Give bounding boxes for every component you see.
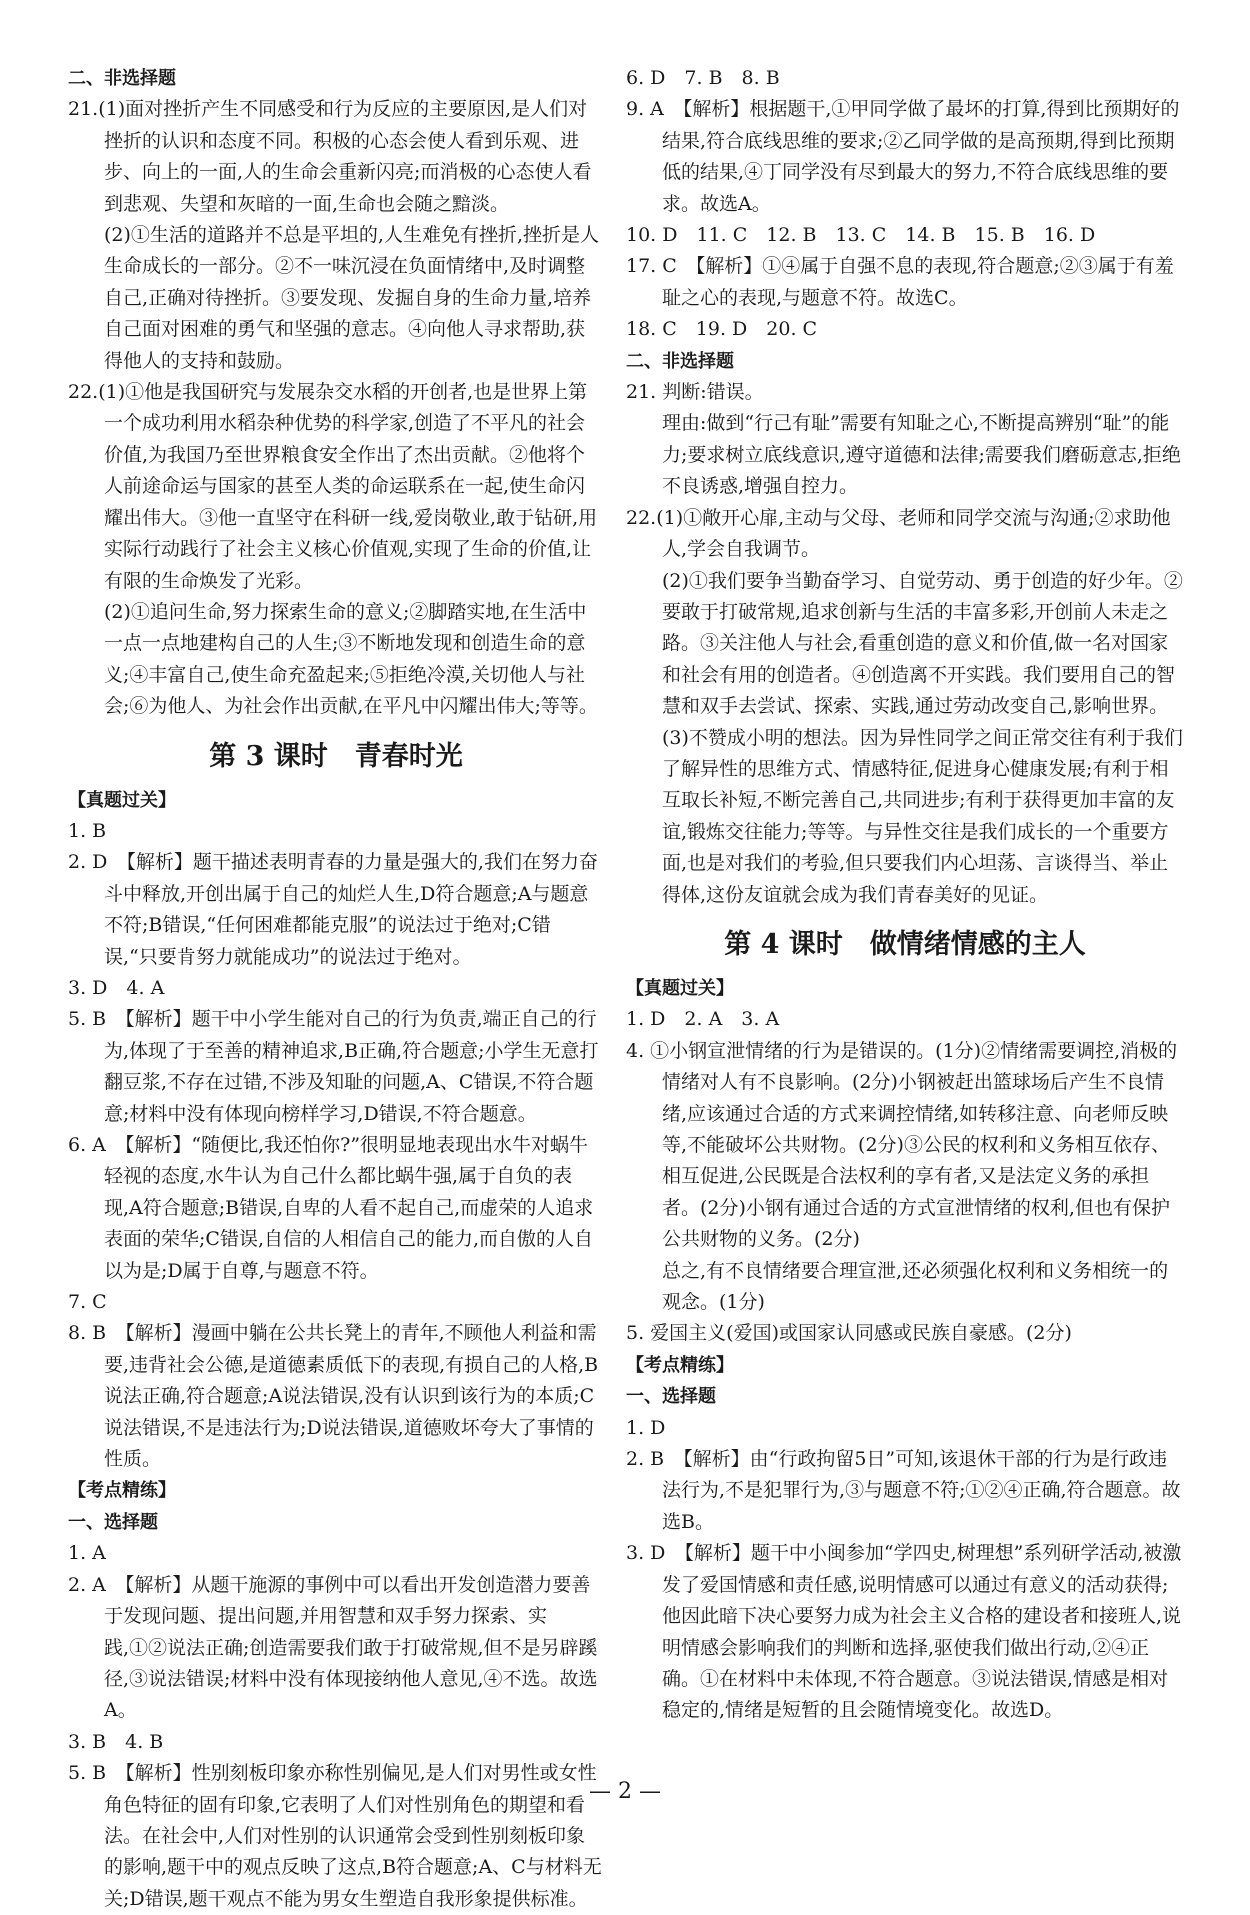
answer-item: 2. A 【解析】从题干施源的事例中可以看出开发创造潜力要善于发现问题、提出问题,并用智慧和双手努力探索、实践,①②说法正确;创造需要我们敢于打破常规,但不是另辟蹊径,③说法错误;材料中没有体现接纳他人意见,④不选。故选A。 — [68, 1573, 598, 1722]
section-heading: 一、选择题 — [68, 1511, 158, 1533]
answer-line: 21. 判断:错误。 — [626, 381, 764, 404]
answer-item: 21.(1)面对挫折产生不同感受和行为反应的主要原因,是人们对挫折的认识和态度不同。积极的心态会使人看到乐观、进步、向上的一面,人的生命会重新闪亮;而消极的心态使人看到悲观、失望和灰暗的一面,生命也会随之黯淡。 — [68, 98, 592, 215]
answer-paragraph: 理由:做到“行己有耻”需要有知耻之心,不断提高辨别“耻”的能力;要求树立底线意识,遵守道德和法律;需要我们磨砺意志,拒绝不良诱惑,增强自控力。 — [662, 412, 1181, 498]
answer-line: 5. 爱国主义(爱国)或国家认同感或民族自豪感。(2分) — [626, 1322, 1072, 1345]
answer-paragraph: (2)①我们要争当勤奋学习、自觉劳动、勇于创造的好少年。②要敢于打破常规,追求创新与生活的丰富多彩,开创前人未走之路。③关注他人与社会,看重创造的意义和价值,做一名对国家和社会有用的创造者。④创造离不开实践。我们要用自己的智慧和双手去尝试、探索、实践,通过劳动改变自己,影响世界。 — [662, 569, 1183, 718]
answer-line: 1. B — [68, 819, 107, 842]
answer-line: 1. A — [68, 1542, 106, 1565]
answer-item: 22.(1)①敞开心扉,主动与父母、老师和同学交流与沟通;②求助他人,学会自我调节。 — [626, 506, 1171, 561]
answer-item: 4. ①小钢宣泄情绪的行为是错误的。(1分)②情绪需要调控,消极的情绪对人有不良影响。(2分)小钢被赶出篮球场后产生不良情绪,应该通过合适的方式来调控情绪,如转移注意、向老师反映等,不能破坏公共财物。(2分)③公民的权利和义务相互依存、相互促进,公民既是合法权利的享有者,又是法定义务的承担者。(2分)小钢有通过合适的方式宣泄情绪的权利,但也有保护公共财物的义务。(2分) — [626, 1039, 1178, 1251]
section-heading: 一、选择题 — [626, 1386, 716, 1408]
answer-item: 2. D 【解析】题干描述表明青春的力量是强大的,我们在努力奋斗中释放,开创出属于自己的灿烂人生,D符合题意;A与题意不符;B错误,“任何困难都能克服”的说法过于绝对;C错误,“只要肯努力就能成功”的说法过于绝对。 — [68, 851, 598, 968]
answer-line: 10. D 11. C 12. B 13. C 14. B 15. B 16. D — [626, 224, 1096, 247]
answer-item: 3. D 【解析】题干中小闽参加“学四史,树理想”系列研学活动,被激发了爱国情感和责任感,说明情感可以通过有意义的活动获得;他因此暗下决心要努力成为社会主义合格的建设者和接班人,说明情感会影响我们的判断和选择,驱使我们做出行动,②④正确。①在材料中未体现,不符合题意。③说法错误,情感是相对稳定的,情绪是短暂的且会随情境变化。故选D。 — [626, 1542, 1182, 1722]
answer-line: 6. D 7. B 8. B — [626, 67, 780, 89]
answer-item: 6. A 【解析】“随便比,我还怕你?”很明显地表现出水牛对蜗牛轻视的态度,水牛认为自己什么都比蜗牛强,属于自负的表现,A符合题意;B错误,自卑的人看不起自己,而虚荣的人追求表面的荣华;C错误,自信的人相信自己的能力,而自傲的人自以为是;D属于自尊,与题意不符。 — [68, 1134, 594, 1282]
section-heading: 二、非选择题 — [626, 350, 734, 372]
answer-item: 5. B 【解析】性别刻板印象亦称性别偏见,是人们对男性或女性角色特征的固有印象,它表明了人们对性别角色的期望和看法。在社会中,人们对性别的认识通常会受到性别刻板印象的影响,题干中的观点反映了这点,B符合题意;A、C与材料无关;D错误,题干观点不能为男女生塑造自我形象提供标准。 — [68, 1762, 602, 1910]
answer-item: 8. B 【解析】漫画中躺在公共长凳上的青年,不顾他人利益和需要,违背社会公德,是道德素质低下的表现,有损自己的人格,B说法正确,符合题意;A说法错误,没有认识到该行为的本质;C说法错误,不是违法行为;D说法错误,道德败坏夸大了事情的性质。 — [68, 1322, 599, 1471]
lesson-title: 第 4 课时 做情绪情感的主人 — [724, 928, 1086, 960]
answer-paragraph: 总之,有不良情绪要合理宣泄,还必须强化权利和义务相统一的观念。(1分) — [662, 1259, 1169, 1314]
answer-line: 7. C — [68, 1291, 107, 1314]
answer-paragraph: (2)①追问生命,努力探索生命的意义;②脚踏实地,在生活中一点一点地建构自己的人生;③不断地发现和创造生命的意义;④丰富自己,使生命充盈起来;⑤拒绝冷漠,关切他人与社会;⑥为他人、为社会作出贡献,在平凡中闪耀出伟大;等等。 — [104, 600, 598, 718]
answer-item: 5. B 【解析】题干中小学生能对自己的行为负责,端正自己的行为,体现了于至善的精神追求,B正确,符合题意;小学生无意打翻豆浆,不存在过错,不涉及知耻的问题,A、C错误,不符合题意;材料中没有体现向榜样学习,D错误,不符合题意。 — [68, 1008, 599, 1125]
section-heading: 【考点精练】 — [68, 1480, 176, 1502]
section-heading: 【真题过关】 — [626, 977, 734, 999]
answer-line: 3. B 4. B — [68, 1730, 164, 1753]
answer-item: 9. A 【解析】根据题干,①甲同学做了最坏的打算,得到比预期好的结果,符合底线思维的要求;②乙同学做的是高预期,得到比预期低的结果,④丁同学没有尽到最大的努力,不符合底线思维的要求。故选A。 — [626, 98, 1180, 215]
answer-item: 22.(1)①他是我国研究与发展杂交水稻的开创者,也是世界上第一个成功利用水稻杂种优势的科学家,创造了不平凡的社会价值,为我国乃至世界粮食安全作出了杰出贡献。②他将个人前途命运与国家的甚至人类的命运联系在一起,使生命闪耀出伟大。③他一直坚守在科研一线,爱岗敬业,敢于钻研,用实际行动践行了社会主义核心价值观,实现了生命的价值,让有限的生命焕发了光彩。 — [68, 381, 598, 592]
answer-line: 1. D 2. A 3. A — [626, 1008, 780, 1031]
answer-line: 3. D 4. A — [68, 976, 165, 999]
right-column — [626, 63, 1184, 1727]
left-column — [68, 63, 604, 1915]
section-heading: 【考点精练】 — [626, 1354, 734, 1376]
answer-paragraph: (3)不赞成小明的想法。因为异性同学之间正常交往有利于我们了解异性的思维方式、情感特征,促进身心健康发展;有利于相互取长补短,不断完善自己,共同进步;有利于获得更加丰富的友谊,锻炼交往能力;等等。与异性交往是我们成长的一个重要方面,也是对我们的考验,但只要我们内心坦荡、言谈得当、举止得体,这份友谊就会成为我们青春美好的见证。 — [662, 726, 1183, 906]
lesson-title: 第 3 课时 青春时光 — [209, 740, 463, 772]
page-number: — 2 — — [589, 1779, 661, 1804]
answer-item: 17. C 【解析】①④属于自强不息的表现,符合题意;②③属于有羞耻之心的表现,与题意不符。故选C。 — [626, 255, 1174, 309]
section-heading: 二、非选择题 — [68, 68, 176, 89]
answer-paragraph: (2)①生活的道路并不总是平坦的,人生难免有挫折,挫折是人生命成长的一部分。②不一味沉浸在负面情绪中,及时调整自己,正确对待挫折。③要发现、发掘自身的生命力量,培养自己面对困难的勇气和坚强的意志。④向他人寻求帮助,获得他人的支持和鼓励。 — [104, 224, 599, 372]
answer-line: 1. D — [626, 1416, 666, 1439]
answer-line: 18. C 19. D 20. C — [626, 318, 818, 341]
section-heading: 【真题过关】 — [68, 789, 176, 811]
answer-item: 2. B 【解析】由“行政拘留5日”可知,该退休干部的行为是行政违法行为,不是犯罪行为,③与题意不符;①②④正确,符合题意。故选B。 — [626, 1448, 1181, 1533]
